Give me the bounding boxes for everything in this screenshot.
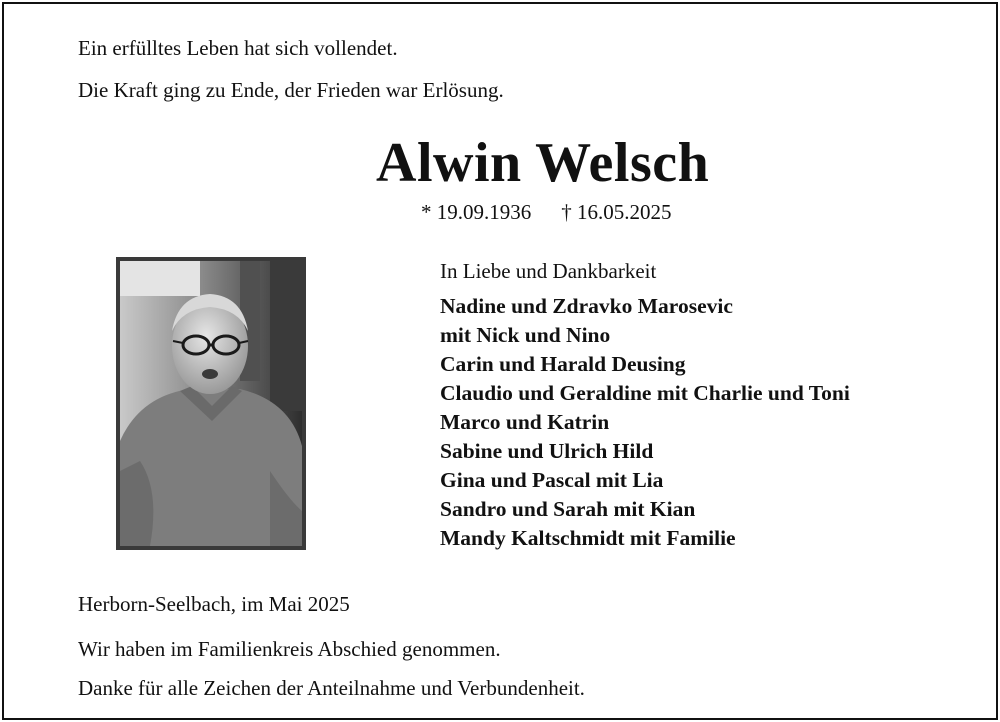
death-date: † 16.05.2025 <box>561 200 672 224</box>
list-item: Mandy Kaltschmidt mit Familie <box>440 526 736 550</box>
list-item: Gina und Pascal mit Lia <box>440 468 664 492</box>
list-item: Marco und Katrin <box>440 410 610 434</box>
list-item: Sabine und Ulrich Hild <box>440 439 654 463</box>
portrait-photo <box>116 257 306 550</box>
list-item: Carin und Harald Deusing <box>440 352 686 376</box>
list-item: Sandro und Sarah mit Kian <box>440 497 696 521</box>
mourners-list <box>440 292 850 553</box>
intro-line-1: Ein erfülltes Leben hat sich vollendet. <box>78 36 398 60</box>
portrait-photo-icon <box>120 261 302 546</box>
birth-date: * 19.09.1936 <box>421 200 532 224</box>
intro-line-2: Die Kraft ging zu Ende, der Frieden war Erlösung. <box>78 78 504 102</box>
mourners-heading: In Liebe und Dankbarkeit <box>440 259 657 283</box>
farewell-line: Wir haben im Familienkreis Abschied genommen. <box>78 637 501 661</box>
list-item: mit Nick und Nino <box>440 323 611 347</box>
life-dates <box>421 200 672 225</box>
place-date: Herborn-Seelbach, im Mai 2025 <box>78 592 350 616</box>
deceased-name: Alwin Welsch <box>376 132 710 194</box>
list-item: Claudio und Geraldine mit Charlie und Toni <box>440 381 850 405</box>
thanks-line: Danke für alle Zeichen der Anteilnahme und Verbundenheit. <box>78 676 585 700</box>
list-item: Nadine und Zdravko Marosevic <box>440 294 733 318</box>
